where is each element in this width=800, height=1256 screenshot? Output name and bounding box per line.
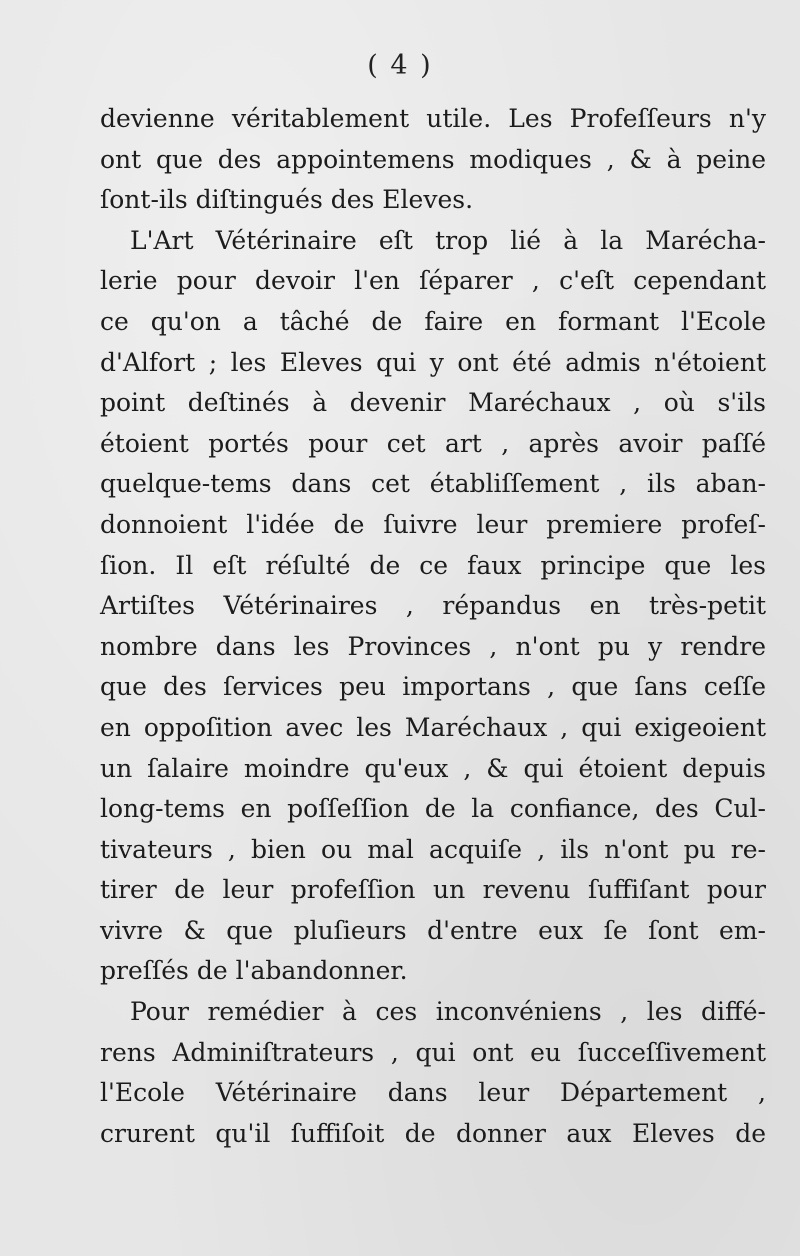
text-line: l'Ecole Vétérinaire dans leur Département , [100, 1078, 766, 1108]
text-line: quelque-tems dans cet établiſſement , ils aban- [100, 469, 766, 499]
text-line: Artiſtes Vétérinaires , répandus en très-petit [100, 591, 766, 621]
text-line: devienne véritablement utile. Les Profeſſeurs n'y [100, 104, 766, 133]
body-text [100, 99, 766, 1154]
text-line: crurent qu'il ſuffiſoit de donner aux Eleves de [100, 1118, 766, 1148]
text-line: d'Alfort ; les Eleves qui y ont été admis n'étoient [100, 347, 766, 377]
text-line: long-tems en poſſeſſion de la confiance, des Cul- [100, 794, 766, 824]
text-line: donnoient l'idée de ſuivre leur premiere profeſ- [100, 509, 766, 539]
text-line: nombre dans les Provinces , n'ont pu y rendre [100, 631, 766, 661]
page-number: ( 4 ) [367, 50, 433, 81]
text-line: vivre & que pluſieurs d'entre eux ſe ſont em- [100, 915, 766, 945]
text-line: lerie pour devoir l'en ſéparer , c'eſt cependant [100, 266, 766, 296]
text-line: étoient portés pour cet art , après avoir paſſé [100, 428, 766, 458]
text-line: point deſtinés à devenir Maréchaux , où s'ils [100, 388, 766, 418]
text-line: un ſalaire moindre qu'eux , & qui étoient depuis [100, 753, 766, 783]
paragraph-1 [100, 99, 766, 221]
text-line: tivateurs , bien ou mal acquiſe , ils n'ont pu re- [100, 834, 766, 864]
text-line: preſſés de l'abandonner. [100, 956, 408, 986]
text-line: Pour remédier à ces inconvéniens , les diffé- [130, 997, 766, 1027]
text-line: ont que des appointemens modiques , & à peine [100, 144, 766, 174]
text-line: ſont-ils diſtingués des Eleves. [100, 185, 474, 215]
text-line: ſion. Il eſt réſulté de ce faux principe que les [100, 550, 766, 580]
paragraph-2 [100, 221, 766, 992]
text-line: L'Art Vétérinaire eſt trop lié à la Marécha- [130, 225, 766, 255]
text-line: tirer de leur profeſſion un revenu ſuffiſant pour [100, 875, 766, 905]
text-line: rens Adminiſtrateurs , qui ont eu ſucceſſivement [100, 1037, 766, 1067]
text-line: en oppoſition avec les Maréchaux , qui exigeoient [100, 712, 766, 742]
text-line: ce qu'on a tâché de faire en formant l'Ecole [100, 306, 766, 336]
paragraph-3 [100, 992, 766, 1154]
text-line: que des ſervices peu importans , que ſans ceſſe [100, 672, 766, 702]
